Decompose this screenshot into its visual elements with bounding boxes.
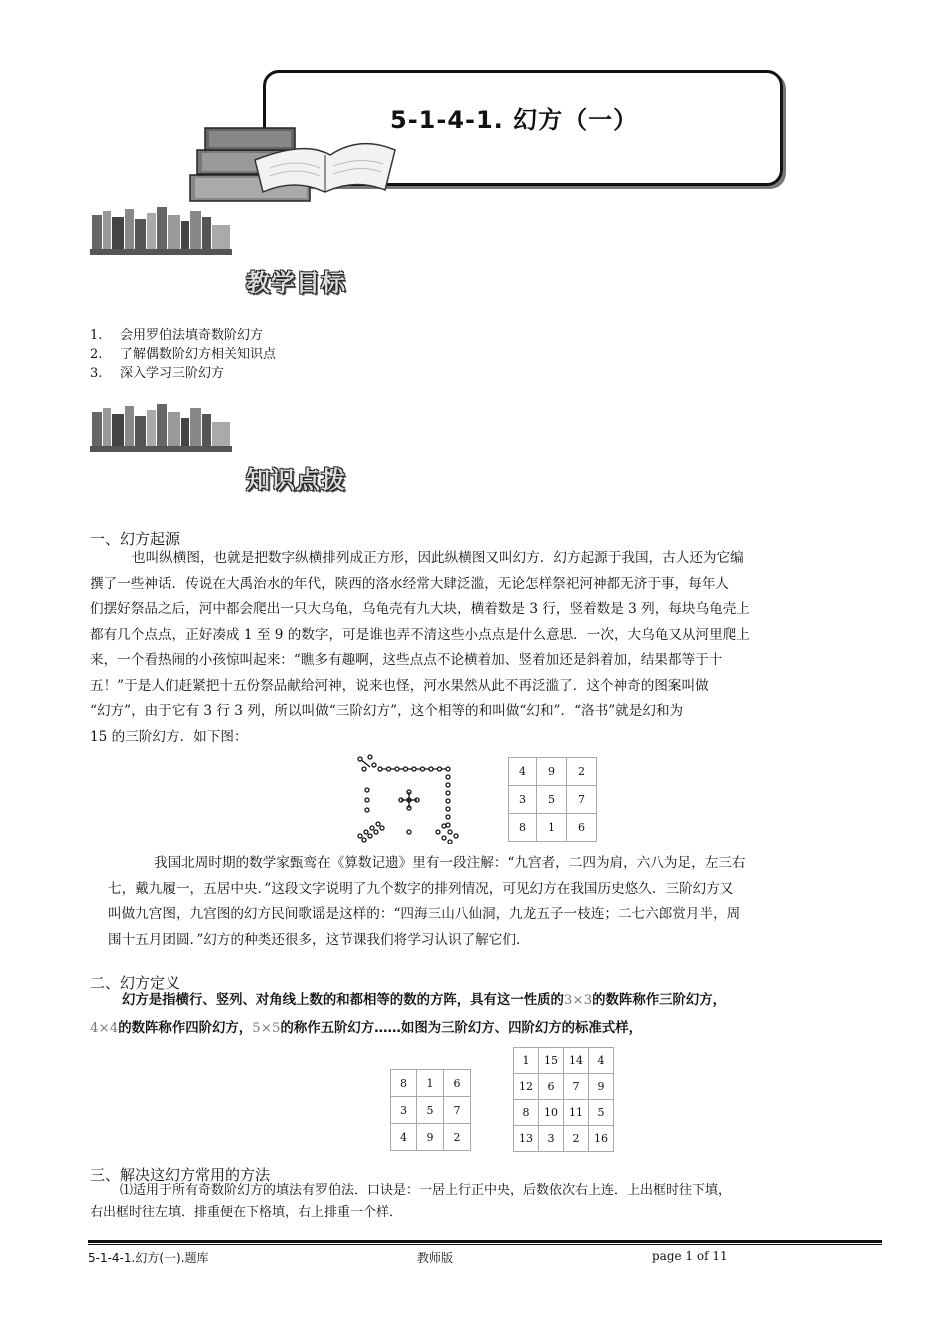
objectives-list: [90, 326, 276, 383]
bookshelf-icon: [90, 205, 235, 257]
paragraph-history: 我国北周时期的数学家甄鸾在《算数记遗》里有一段注解：“九宫者，二四为肩，六八为足，左三右 七，戴九履一，五居中央．”这段文字说明了九个数字的排列情况，可见幻方在我国历史悠久．三阶幻方又 叫做九宫图，九宫图的幻方民间歌谣是这样的：“四海三山八仙洞，九龙五子一枝连；二七六郎赏月半，周 围十五月团圆．”幻方的种类还很多，这节课我们将学习认识了解它们．: [108, 855, 746, 948]
footer-edition: 教师版: [417, 1251, 454, 1265]
paragraph-origin: 也叫纵横图，也就是把数字纵横排列成正方形，因此纵横图又叫幻方．幻方起源于我国，古人还为它编 撰了一些神话．传说在大禹治水的年代，陕西的洛水经常大肆泛滥，无论怎样祭祀河神都无济于事，每年人 们摆好祭品之后，河中都会爬出一只大乌龟，乌龟壳有九大块，横着数是 3 行，竖着数是 3 列，每块乌龟壳上 都有几个点点，正好凑成 1 至 9 的数字，可是谁也弄不清这些小点点是什么意思．一次，大乌龟又从河里爬上 来，一个看热闹的小孩惊叫起来：“瞧多有趣啊，这些点点不论横着加、竖着加还是斜着加，结果都等于十 五！”于是人们赶紧把十五份祭品献给河神，说来也怪，河水果然从此不再泛滥了．这个神奇的图案叫做 “幻方”，由于它有 3 行 3 列，所以叫做“三阶幻方”，这个相等的和叫做“幻和”．“洛书”就是幻和为 15 的三阶幻方．如下图：: [90, 550, 750, 745]
bookshelf-icon: [90, 402, 235, 454]
luoshu-number-grid: 4 9 2 3 5 7 8 1 6: [508, 757, 597, 842]
heading-methods: 三、解决这幻方常用的方法: [90, 1166, 271, 1184]
luoshu-diagram: [350, 752, 465, 844]
footer-rule: [88, 1244, 882, 1245]
heading-origin: 一、幻方起源: [90, 530, 181, 548]
magic-square-3x3: 8 1 6 3 5 7 4 9 2: [390, 1069, 471, 1151]
footer-doc-name: 5-1-4-1.幻方(一).题库: [88, 1251, 209, 1265]
page-title: 5-1-4-1. 幻方（一）: [390, 106, 639, 134]
paragraph-methods: ⑴适用于所有奇数阶幻方的填法有罗伯法．口诀是：一居上行正中央，后数依次右上连．上出框时往下填， 右出框时往左填．排重便在下格填，右上排重一个样．: [90, 1183, 732, 1220]
list-item: 3. 深入学习三阶幻方: [90, 366, 225, 381]
footer-rule: [88, 1240, 882, 1243]
paragraph-definition: 幻方是指横行、竖列、对角线上数的和都相等的数的方阵，具有这一性质的3×3的数阵称作三阶幻方， 4×4的数阵称作四阶幻方，5×5的称作五阶幻方……如图为三阶幻方、四阶幻方的标准式样，: [90, 993, 727, 1036]
list-item: 1. 会用罗伯法填奇数阶幻方: [90, 328, 264, 343]
section-title-knowledge: 知识点拨: [246, 466, 346, 494]
heading-definition: 二、幻方定义: [90, 974, 181, 992]
section-title-objectives: 教学目标: [246, 269, 346, 297]
footer-page-number: page 1 of 11: [652, 1249, 728, 1263]
list-item: 2. 了解偶数阶幻方相关知识点: [90, 347, 277, 362]
magic-square-4x4: 1 15 14 4 12 6 7 9 8 10 11 5 13 3 2 16: [513, 1047, 614, 1152]
books-illustration: [185, 120, 400, 205]
